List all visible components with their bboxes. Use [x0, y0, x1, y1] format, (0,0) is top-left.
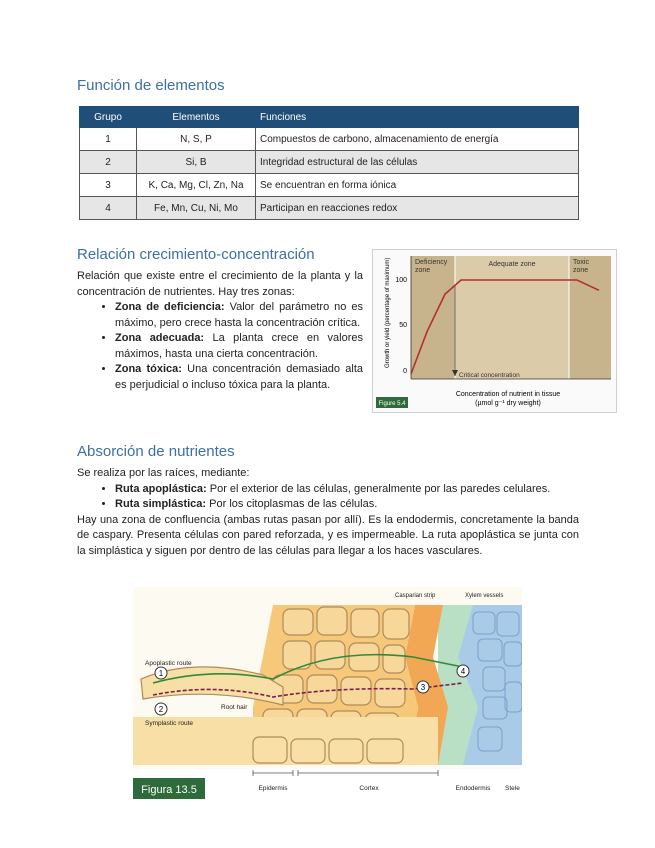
chart-ylabel: Growth or yield (percentage of maximum): [385, 257, 391, 368]
zone-label-adequate: Adequate zone: [488, 261, 536, 268]
section-title-absorcion: Absorción de nutrientes: [77, 443, 235, 460]
growth-chart: [373, 250, 616, 412]
diagram-figure-label: Figura 13.5: [141, 784, 197, 796]
table-row: [80, 197, 579, 220]
zone-term: Zona tóxica:: [115, 363, 182, 375]
label-symplastic: Symplastic route: [145, 720, 194, 727]
zone-label-toxic-line1: Toxic: [573, 259, 589, 266]
figure-label: Figure 5.4: [378, 401, 406, 407]
header-elementos: Elementos: [137, 107, 256, 128]
cell-elementos: Si, B: [137, 151, 256, 174]
list-item: [115, 300, 363, 331]
header-funciones: Funciones: [256, 107, 579, 128]
cell-funciones: Compuestos de carbono, almacenamiento de energía: [256, 128, 579, 151]
marker-1-label: 1: [158, 669, 164, 678]
list-item: [115, 362, 363, 393]
table-row: [80, 174, 579, 197]
label-cortex: Cortex: [359, 785, 379, 792]
root-diagram: [133, 587, 522, 799]
cell-grupo: 2: [80, 151, 137, 174]
toxic-zone-band: [569, 256, 611, 379]
marker-2-label: 2: [158, 705, 164, 714]
label-endodermis: Endodermis: [455, 785, 491, 792]
label-stele: Stele: [505, 785, 520, 792]
zone-label-deficiency-line1: Deficiency: [415, 259, 448, 266]
list-item: [115, 482, 579, 498]
absorcion-intro: Se realiza por las raíces, mediante:: [77, 467, 250, 479]
zone-text: Una concentración demasiado alta es perjudicial o incluso tóxica para la planta.: [115, 363, 363, 391]
absorcion-text: [77, 466, 579, 559]
zone-label-toxic-line2: zone: [573, 267, 589, 274]
label-apoplastic: Apoplastic route: [145, 660, 192, 667]
label-casparian: Casparian strip: [395, 593, 436, 599]
label-epidermis: Epidermis: [258, 785, 288, 792]
ytick-100: 100: [395, 277, 407, 284]
zone-term: Zona adecuada:: [115, 332, 205, 344]
route-text: Por el exterior de las células, generalmente por las paredes celulares.: [209, 482, 551, 495]
section-title-funcion: Función de elementos: [77, 77, 225, 94]
zone-term: Zona de deficiencia:: [115, 301, 225, 313]
cell-elementos: N, S, P: [137, 128, 256, 151]
cell-elementos: K, Ca, Mg, Cl, Zn, Na: [137, 174, 256, 197]
marker-4-label: 4: [460, 667, 466, 676]
routes-list: [77, 482, 579, 513]
zone-text: Valor del parámetro no es máximo, pero crece hasta la concentración crítica.: [115, 301, 364, 329]
ytick-0: 0: [403, 368, 407, 375]
marker-3-label: 3: [420, 683, 426, 692]
zones-list: [77, 300, 363, 393]
root-diagram-figure: [133, 587, 522, 799]
cell-grupo: 3: [80, 174, 137, 197]
table-header-row: [80, 107, 579, 128]
cell-funciones: Integridad estructural de las células: [256, 151, 579, 174]
ytick-50: 50: [399, 322, 407, 329]
chart-xlabel-line2: (µmol g⁻¹ dry weight): [475, 400, 541, 407]
list-item: [115, 497, 579, 513]
table-row: [80, 128, 579, 151]
cell-grupo: 4: [80, 197, 137, 220]
header-grupo: Grupo: [80, 107, 137, 128]
list-item: [115, 331, 363, 362]
growth-chart-figure: [372, 249, 617, 413]
chart-xlabel-line1: Concentration of nutrient in tissue: [455, 391, 561, 398]
table-row: [80, 151, 579, 174]
route-text: Por los citoplasmas de las células.: [209, 498, 378, 510]
route-term: Ruta apoplástica:: [115, 482, 207, 495]
route-term: Ruta simplástica:: [115, 498, 207, 510]
zone-text: La planta crece en valores máximos, hasta una cierta concentración.: [115, 332, 363, 360]
elements-table: [79, 106, 579, 220]
label-xylem: Xylem vessels: [465, 593, 504, 599]
relacion-intro: Relación que existe entre el crecimiento de la planta y la concentración de nutrientes. Hay tres zonas:: [77, 270, 363, 298]
relacion-text: [77, 269, 363, 393]
absorcion-paragraph: Hay una zona de confluencia (ambas rutas pasan por allí). Es la endodermis, concretamente la banda de caspary. Presenta células con pared reforzada, y es impermeable. La ruta apoplástica se junta con la simplástica y siguen por dentro de las células para llegar a los haces vasculares.: [77, 513, 579, 557]
cell-funciones: Participan en reacciones redox: [256, 197, 579, 220]
cell-grupo: 1: [80, 128, 137, 151]
cell-elementos: Fe, Mn, Cu, Ni, Mo: [137, 197, 256, 220]
section-title-relacion: Relación crecimiento-concentración: [77, 246, 315, 263]
cell-funciones: Se encuentran en forma iónica: [256, 174, 579, 197]
label-root-hair: Root hair: [221, 704, 248, 711]
zone-label-deficiency-line2: zone: [415, 267, 431, 274]
critical-annotation: Critical concentration: [459, 372, 520, 379]
